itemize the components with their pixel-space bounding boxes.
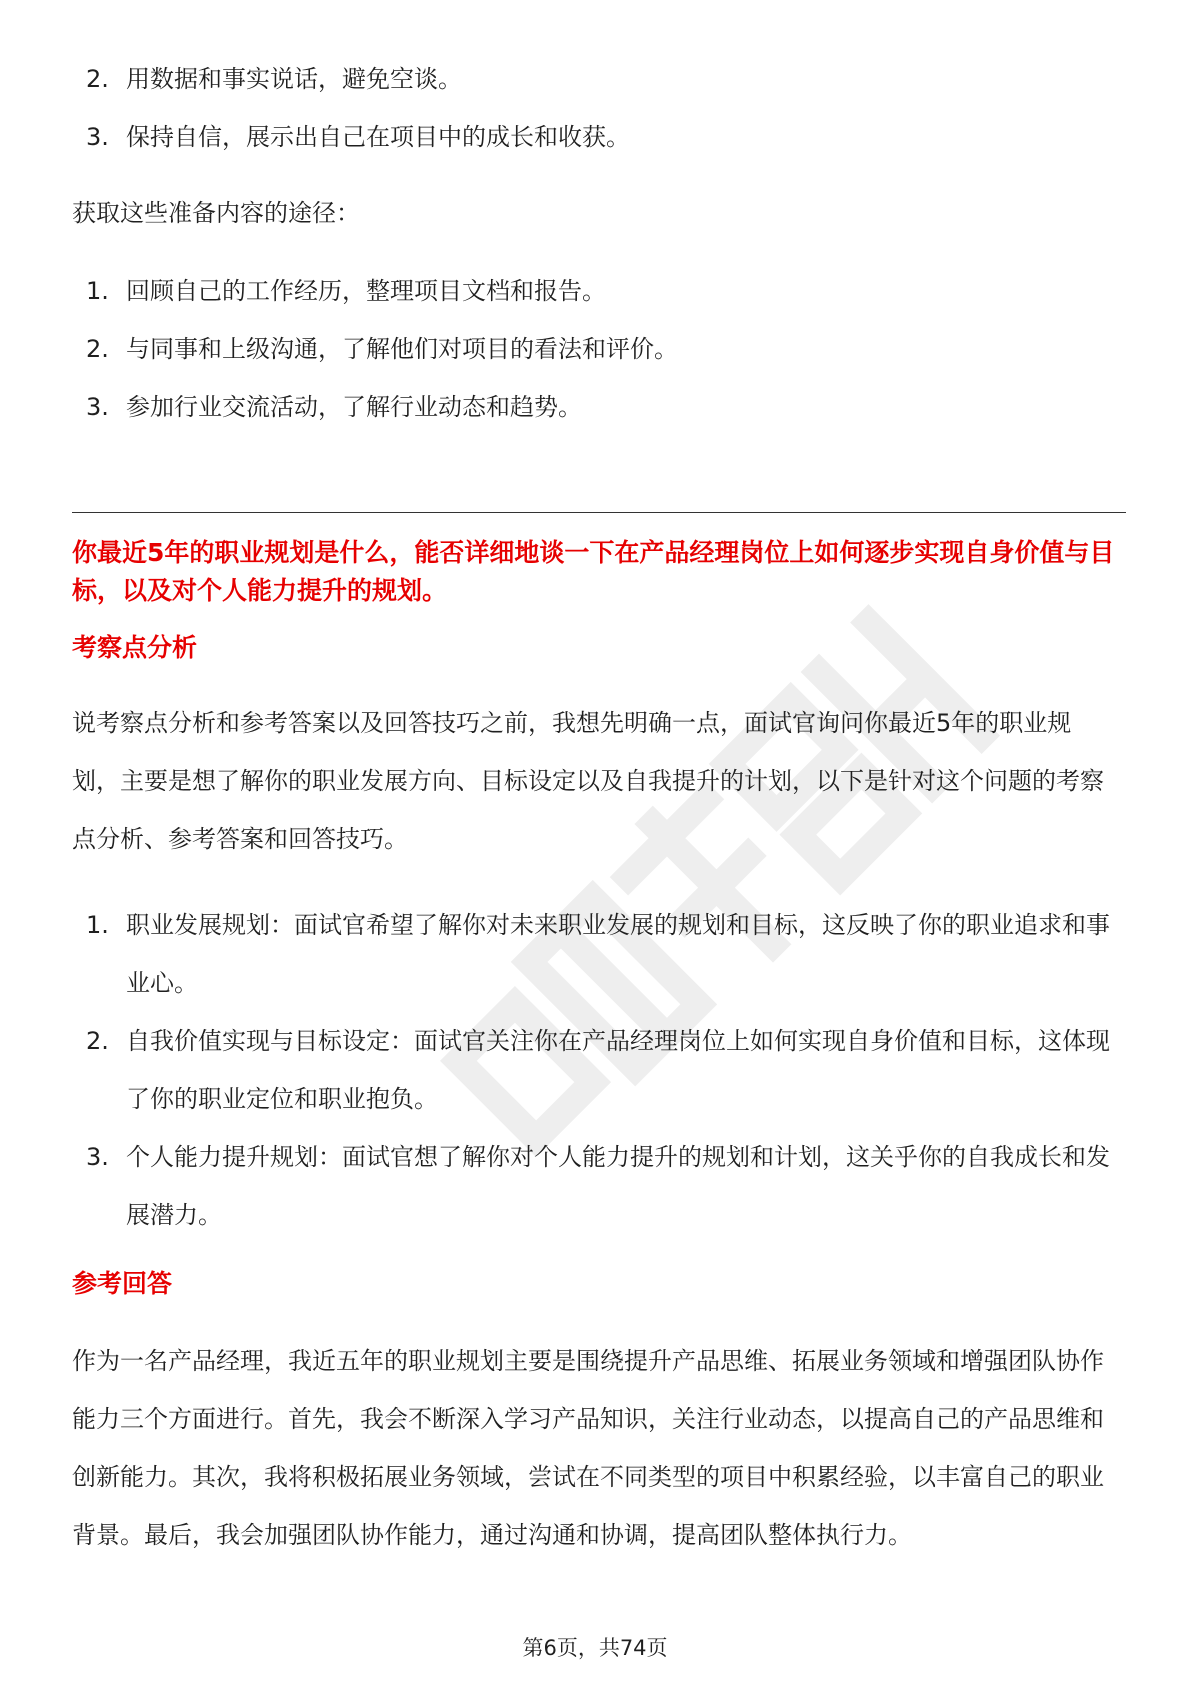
list-item-number: 3. xyxy=(86,393,109,421)
page-number: 第6页，共74页 xyxy=(522,1636,668,1660)
list-item xyxy=(72,262,1132,320)
sources-intro: 获取这些准备内容的途径： xyxy=(72,199,360,227)
list-item-number: 3. xyxy=(86,123,109,151)
list-item-number: 2. xyxy=(86,335,109,363)
list-item-text: 与同事和上级沟通，了解他们对项目的看法和评价。 xyxy=(126,335,678,363)
answer-heading: 参考回答 xyxy=(72,1269,173,1298)
list-item-number: 2. xyxy=(86,65,109,93)
list-item-text: 职业发展规划：面试官希望了解你对未来职业发展的规划和目标，这反映了你的职业追求和事业心。 xyxy=(126,911,1110,997)
answer-text: 作为一名产品经理，我近五年的职业规划主要是围绕提升产品思维、拓展业务领域和增强团队协作能力三个方面进行。首先，我会不断深入学习产品知识，关注行业动态，以提高自己的产品思维和创新能力。其次，我将积极拓展业务领域，尝试在不同类型的项目中积累经验，以丰富自己的职业背景。最后，我会加强团队协作能力，通过沟通和协调，提高团队整体执行力。 xyxy=(72,1347,1104,1549)
list-item xyxy=(72,108,1132,166)
list-item xyxy=(72,50,1132,108)
interview-question: 你最近5年的职业规划是什么，能否详细地谈一下在产品经理岗位上如何逐步实现自身价值与目标，以及对个人能力提升的规划。 xyxy=(72,538,1115,605)
list-item xyxy=(72,1012,1132,1128)
list-item-text: 保持自信，展示出自己在项目中的成长和收获。 xyxy=(126,123,630,151)
list-item-number: 1. xyxy=(86,277,109,305)
list-item xyxy=(72,320,1132,378)
analysis-intro: 说考察点分析和参考答案以及回答技巧之前，我想先明确一点，面试官询问你最近5年的职业规划，主要是想了解你的职业发展方向、目标设定以及自我提升的计划，以下是针对这个问题的考察点分析、参考答案和回答技巧。 xyxy=(72,709,1104,853)
list-item-number: 2. xyxy=(86,1027,109,1055)
analysis-list xyxy=(72,896,1132,1244)
list-item xyxy=(72,1128,1132,1244)
sources-list xyxy=(72,262,1132,436)
list-item-text: 个人能力提升规划：面试官想了解你对个人能力提升的规划和计划，这关乎你的自我成长和发展潜力。 xyxy=(126,1143,1110,1229)
list-item-number: 3. xyxy=(86,1143,109,1171)
list-item-text: 自我价值实现与目标设定：面试官关注你在产品经理岗位上如何实现自身价值和目标，这体现了你的职业定位和职业抱负。 xyxy=(126,1027,1110,1113)
list-item-text: 参加行业交流活动，了解行业动态和趋势。 xyxy=(126,393,582,421)
list-item-text: 用数据和事实说话，避免空谈。 xyxy=(126,65,462,93)
list-item xyxy=(72,378,1132,436)
analysis-heading: 考察点分析 xyxy=(72,633,198,662)
section-divider xyxy=(72,512,1126,513)
list-item-number: 1. xyxy=(86,911,109,939)
list-item xyxy=(72,896,1132,1012)
tips-list xyxy=(72,50,1132,166)
list-item-text: 回顾自己的工作经历，整理项目文档和报告。 xyxy=(126,277,606,305)
